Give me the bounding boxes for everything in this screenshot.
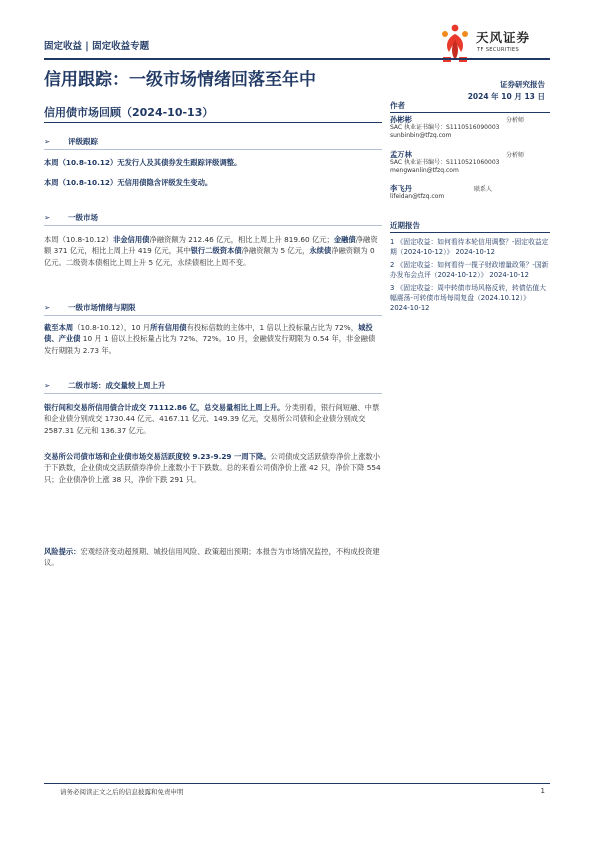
paragraph-run: 净融资额 371 亿元，相比上周上升 419 亿元，其中 [44,235,378,256]
author-card [390,116,550,141]
bullet-arrow-icon: ➢ [44,303,51,312]
page-number: 1 [540,787,545,795]
paragraph-bold-run: 本周（10.8-10.12）无发行人及其债券发生跟踪评级调整。 [44,158,242,167]
bullet-arrow-icon: ➢ [44,137,51,146]
section-paragraph [44,157,382,168]
section-divider [44,225,382,226]
paragraph-run: 本周（10.8-10.12） [44,235,113,244]
author-card [390,185,550,201]
paragraph-bold-run: 所有信用债 [150,323,187,332]
recent-reports-divider [390,232,550,233]
page-subtitle: 信用债市场回顾（2024-10-13） [44,106,214,119]
section-heading: ➢ 二级市场：成交量较上周上升 [44,381,166,390]
author-name: 孙彬彬 [390,115,412,124]
footer-divider [44,783,550,784]
paragraph-run: 净融资额为 5 亿元， [241,246,310,256]
paragraph-bold-run: 银行二级资本债 [190,246,242,256]
report-date: 2024 年 10 月 13 日 [467,92,545,101]
title-divider [44,122,382,123]
author-role: 分析师 [505,152,524,159]
author-name: 李飞丹 [390,184,412,193]
author-name: 孟万林 [390,150,412,159]
header-divider [44,58,550,60]
paragraph-bold-run: 银行间和交易所信用债合计成交 71112.86 亿，总交易量相比上周上升。 [44,403,285,412]
page-header [44,30,550,66]
section-divider [44,393,382,394]
authors-divider [390,112,550,113]
recent-report-link[interactable]: 1 《固定收益：如何看待本轮信用调整？-固定收益定期（2024-10-12）》 2024-10-12 [390,238,549,257]
paragraph-bold-run: 截至本周 [44,323,74,332]
paragraph-run: 净融资额为 212.46 亿元，相比上周上升 819.60 亿元； [149,235,334,244]
paragraph-run: 10 月 1 倍以上投标量占比为 72%、72%。10 月，金融债发行期限为 0.54 年，非金融债发行期限为 2.73 年。 [44,334,376,355]
paragraph-run: 有投标倍数的主体中，1 倍以上投标量占比为 72%， [186,323,359,332]
bullet-arrow-icon: ➢ [44,381,51,390]
author-role: 分析师 [505,117,524,124]
recent-report-link[interactable]: 2 《固定收益：如何看待一揽子财政增量政策？-国新办发布会点评（2024-10-12）》 2024-10-12 [390,260,549,280]
logo-text-en: TF SECURITIES [477,47,520,53]
recent-report-link[interactable]: 3 《固定收益：周中转债市场风格反转，转债估值大幅震荡-可转债市场每周复盘（2024.10.12）》 2024-10-12 [390,283,547,313]
author-email[interactable]: mengwanlin@tfzq.com [390,167,459,175]
paragraph-bold-run: 交易所公司债市场和企业债市场交易活跃度较 9.23-9.29 一周下降。 [44,452,271,461]
paragraph-run: 净融资额为 0 亿元。二级资本债相比上周上升 5 亿元，永续债相比上周不变。 [44,246,375,267]
footer-disclaimer: 请务必阅读正文之后的信息披露和免责申明 [60,788,184,796]
authors-heading: 作者 [390,101,405,110]
logo-text-cn: 天风证券 [476,30,531,45]
paragraph-bold-run: 本周（10.8-10.12）无信用债隐含评级发生变动。 [44,178,213,187]
section-paragraph [44,177,382,188]
risk-text: 宏观经济变动超预期、城投信用风险、政策超出预期；本报告为市场情况监控，不构成投资建议。 [44,547,380,568]
author-role: 联系人 [473,186,492,193]
author-email[interactable]: sunbinbin@tfzq.com [390,132,452,140]
author-cert: SAC 执业证书编号：S1110521060003 [390,159,500,167]
page-title: 信用跟踪：一级市场情绪回落至年中 [44,70,316,90]
section-paragraph [44,402,382,436]
section-paragraph [44,322,382,356]
section-divider [44,315,382,316]
section-heading: ➢ 一级市场 [44,213,98,222]
risk-disclosure [44,546,382,569]
paragraph-run: 公司债成交活跃债券净价上涨数小于下跌数，企业债成交活跃债券净价上涨数小于下跌数。总的来看公司债净价上涨 42 只，净价下降 554 只；企业债净价上涨 38 只，净价下跌 291 只。 [44,452,381,484]
report-type: 证券研究报告 [500,80,545,89]
author-card [390,151,550,176]
section-divider [44,149,382,150]
paragraph-bold-run: 永续债 [309,246,332,256]
recent-reports-list [390,237,550,316]
recent-reports-heading: 近期报告 [390,221,420,230]
paragraph-bold-run: 金融债 [333,235,356,244]
author-cert: SAC 执业证书编号：S1110516090003 [390,124,500,132]
paragraph-bold-run: 城投债、产业债 [44,323,373,344]
breadcrumb: 固定收益 | 固定收益专题 [44,41,150,52]
paragraph-bold-run: 非金信用债 [112,235,150,244]
section-paragraph [44,451,382,485]
section-heading: ➢ 一级市场情绪与期限 [44,303,136,312]
section-heading: ➢ 评级跟踪 [44,137,98,146]
paragraph-run: （10.8-10.12），10 月 [73,323,151,332]
section-paragraph [44,234,382,268]
author-email[interactable]: lifeidan@tfzq.com [390,193,445,201]
risk-label: 风险提示： [44,547,81,556]
bullet-arrow-icon: ➢ [44,213,51,222]
paragraph-run: 分类别看，银行间短融、中票和企业债分别成交 1730.44 亿元、4167.11 亿元、149.39 亿元，交易所公司债和企业债分别成交 2587.31 亿元和 136.37 亿元。 [44,403,380,435]
